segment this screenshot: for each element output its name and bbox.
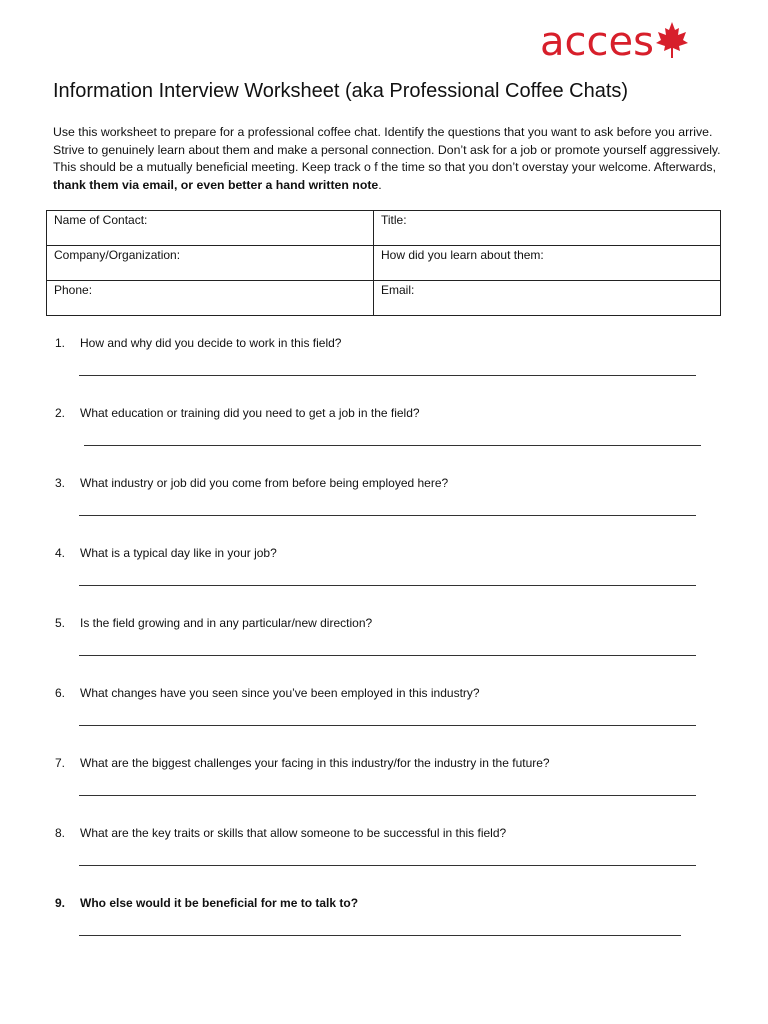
logo-text: acces: [540, 19, 654, 65]
question-item-5: [55, 616, 715, 686]
answer-line[interactable]: [79, 655, 696, 656]
table-row: [47, 211, 721, 246]
answer-line[interactable]: [79, 515, 696, 516]
name-of-contact-cell[interactable]: Name of Contact:: [47, 211, 374, 246]
answer-line[interactable]: [79, 725, 696, 726]
answer-line[interactable]: [84, 445, 701, 446]
question-list: [55, 336, 715, 966]
table-row: [47, 246, 721, 281]
question-text: Who else would it be beneficial for me to talk to?: [80, 896, 359, 910]
answer-line[interactable]: [79, 795, 696, 796]
answer-line[interactable]: [79, 375, 696, 376]
page-title: Information Interview Worksheet (aka Professional Coffee Chats): [53, 80, 629, 102]
question-item-8: [55, 826, 715, 896]
answer-line[interactable]: [79, 585, 696, 586]
question-number: 3.: [55, 476, 66, 490]
question-text: What are the key traits or skills that allow someone to be successful in this field?: [80, 826, 507, 840]
question-item-7: [55, 756, 715, 826]
how-learned-cell[interactable]: How did you learn about them:: [374, 246, 721, 281]
question-text: How and why did you decide to work in this field?: [80, 336, 342, 350]
intro-bold-text: thank them via email, or even better a hand written note: [53, 177, 379, 192]
phone-cell[interactable]: Phone:: [47, 281, 374, 316]
question-text: What industry or job did you come from before being employed here?: [80, 476, 449, 490]
acces-logo: [540, 14, 710, 70]
question-item-2: [55, 406, 715, 476]
table-row: [47, 281, 721, 316]
question-item-1: [55, 336, 715, 406]
company-organization-cell[interactable]: Company/Organization:: [47, 246, 374, 281]
maple-leaf-icon: [655, 20, 689, 60]
question-item-9: [55, 896, 715, 966]
question-item-6: [55, 686, 715, 756]
question-number: 1.: [55, 336, 66, 350]
question-text: What education or training did you need to get a job in the field?: [80, 406, 420, 420]
question-item-4: [55, 546, 715, 616]
question-number: 8.: [55, 826, 66, 840]
question-item-3: [55, 476, 715, 546]
title-cell[interactable]: Title:: [374, 211, 721, 246]
contact-info-table: [46, 210, 721, 316]
question-text: What are the biggest challenges your facing in this industry/for the industry in the future?: [80, 756, 550, 770]
question-text: What changes have you seen since you’ve been employed in this industry?: [80, 686, 480, 700]
intro-text: Use this worksheet to prepare for a professional coffee chat. Identify the questions that you want to ask before you arrive. Strive to genuinely learn about them and make a personal connection. Don’t ask for a job or promote yourself aggressively. This should be a mutually beneficial meeting. Keep track o f the time so that you don’t overstay your welcome. Afterwards,: [53, 125, 721, 174]
intro-paragraph: [53, 124, 723, 194]
question-number: 4.: [55, 546, 66, 560]
email-cell[interactable]: Email:: [374, 281, 721, 316]
intro-end: .: [378, 177, 382, 192]
question-number: 7.: [55, 756, 66, 770]
question-text: Is the field growing and in any particular/new direction?: [80, 616, 373, 630]
question-number: 2.: [55, 406, 66, 420]
question-number: 9.: [55, 896, 66, 910]
question-number: 5.: [55, 616, 66, 630]
question-number: 6.: [55, 686, 66, 700]
answer-line[interactable]: [79, 935, 681, 936]
answer-line[interactable]: [79, 865, 696, 866]
question-text: What is a typical day like in your job?: [80, 546, 277, 560]
